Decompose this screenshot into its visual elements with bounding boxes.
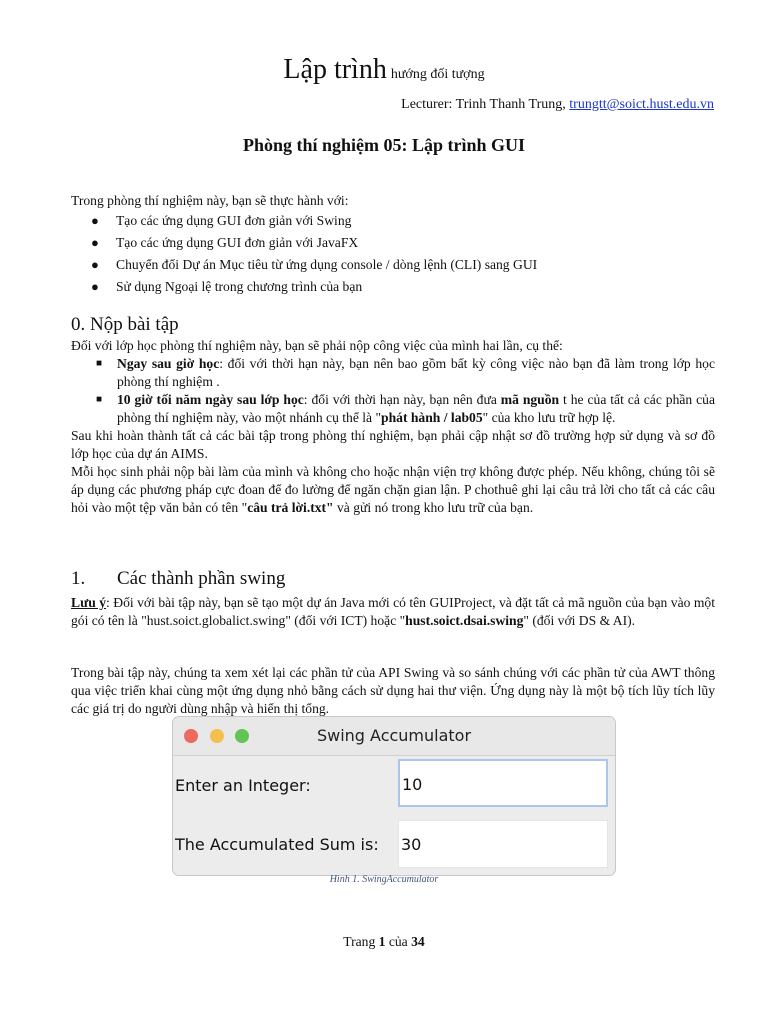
page-total: 34 [411,934,425,949]
lecturer-email-link[interactable]: trungtt@soict.hust.edu.vn [569,97,714,112]
list-item: ● Tạo các ứng dụng GUI đơn giản với JavaFX [71,232,715,254]
note-label: Lưu ý [71,595,107,610]
lecturer-line [401,97,714,113]
page-footer: Trang 1 của 34 [343,934,425,949]
intro-block [71,192,715,298]
integrity-text: Mỗi học sinh phải nộp bài làm của mình và không cho hoặc nhận viện trợ không được phép. Nếu không, chúng tôi sẽ áp dụng các phương pháp cực đoan để đo lường để ngăn chặn gian lận. P chothuê ghi lại câu trả lời cho tất cả các câu hỏi vào một tệp văn bản có tên "câu trả lời.txt" và gửi nó trong kho lưu trữ của bạn. [71,464,715,515]
list-item: ■ Ngay sau giờ học: đối với thời hạn này, bạn nên bao gồm bất kỳ công việc nào bạn đã làm trong lớp học phòng thí nghiệm . [96,356,715,389]
figure-caption: Hình 1. SwingAccumulator [329,874,439,885]
list-item: ● Sử dụng Ngoại lệ trong chương trình của bạn [71,276,715,298]
swing-note: Lưu ý: Đối với bài tập này, bạn sẽ tạo một dự án Java mới có tên GUIProject, và đặt tất cả mã nguồn của bạn vào một gói có tên là "hust.soict.globalict.swing" (đối với ICT) hoặc "hust.soict.dsai.swing" (đối với DS & AI). [71,595,715,628]
square-bullet-icon: ■ [96,394,103,405]
bullet-icon: ● [91,235,99,250]
submission-block [71,337,715,517]
sum-label: The Accumulated Sum is: [175,835,379,854]
swing-paragraph: Trong bài tập này, chúng ta xem xét lại các phần tử của API Swing và so sánh chúng với các phần tử của AWT thông qua việc triển khai cùng một ứng dụng nhỏ bằng cách sử dụng hai thư viện. Ứng dụng này là một bộ tích lũy tích lũy các giá trị do người dùng nhập và hiển thị tổng. [71,665,715,716]
list-item: ● Chuyển đổi Dự án Mục tiêu từ ứng dụng console / dòng lệnh (CLI) sang GUI [71,254,715,276]
square-bullet-icon: ■ [96,358,103,369]
section-heading-submission: 0. Nộp bài tập [71,314,179,335]
integer-input[interactable]: 10 [398,759,608,807]
bullet-icon: ● [91,257,99,272]
lecturer-text: Lecturer: Trinh Thanh Trung, [401,97,570,112]
intro-text: Trong phòng thí nghiệm này, bạn sẽ thực hành với: [71,193,349,208]
bullet-icon: ● [91,279,99,294]
window-titlebar [173,717,615,756]
list-item: ● Tạo các ứng dụng GUI đơn giản với Swing [71,210,715,232]
course-title-main: Lập trình [283,54,387,85]
submission-intro: Đối với lớp học phòng thí nghiệm này, bạn sẽ phải nộp công việc của mình hai lần, cụ thể: [71,338,563,353]
bullet-icon: ● [91,213,99,228]
window-title: Swing Accumulator [316,726,472,745]
swing-accumulator-window [172,716,616,876]
lab-title: Phòng thí nghiệm 05: Lập trình GUI [242,135,526,155]
deadline-list [71,355,715,427]
page-number: 1 [378,934,386,949]
section-heading-swing: 1. Các thành phần swing [71,568,286,589]
update-diagrams-text: Sau khi hoàn thành tất cả các bài tập trong phòng thí nghiệm, bạn phải cập nhật sơ đồ trường hợp sử dụng và sơ đồ lớp học của dự án AIMS. [71,428,715,461]
course-title-sub: hướng đối tượng [390,67,485,82]
integer-label: Enter an Integer: [175,776,311,795]
course-title [0,54,768,86]
intro-list [71,210,715,298]
sum-output-field: 30 [398,820,608,868]
list-item: ■ 10 giờ tối năm ngày sau lớp học: đối với thời hạn này, bạn nên đưa mã nguồn t he của tất cả các phần của phòng thí nghiệm này, vào một nhánh cụ thể là "phát hành / lab05" của kho lưu trữ hợp lệ. [96,392,716,425]
